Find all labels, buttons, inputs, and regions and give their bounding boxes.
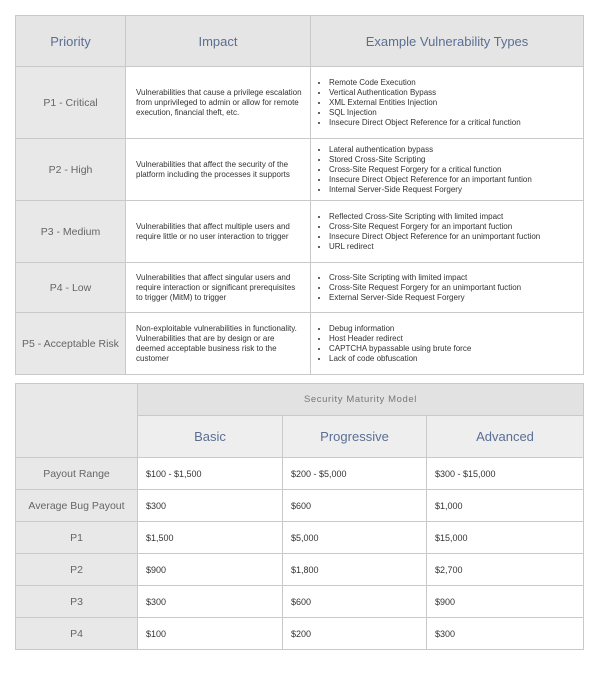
priority-row-p2 [16,139,584,201]
impact-text: Non-exploitable vulnerabilities in functionality. Vulnerabilities that are by design or are deemed acceptable business risk to the customer [126,313,311,375]
vulnerability-types [311,313,584,375]
vulnerability-type: • Internal Server-Side Request Forgery [329,185,579,195]
priority-label: P4 - Low [16,263,126,313]
priority-row-p4 [16,263,584,313]
table-row [16,490,584,522]
vulnerability-type: • Vertical Authentication Bypass [329,88,579,98]
vulnerability-type: • Cross-Site Request Forgery for an unimportant fuction [329,283,579,293]
cell-value: $100 - $1,500 [138,458,283,490]
maturity-model-title: Security Maturity Model [138,384,584,416]
row-label: Payout Range [16,458,138,490]
cell-value: $200 - $5,000 [283,458,427,490]
row-label: P3 [16,586,138,618]
priority-label: P5 - Acceptable Risk [16,313,126,375]
table-row [16,522,584,554]
vulnerability-type: • Cross-Site Scripting with limited impact [329,273,579,283]
vulnerability-type: • XML External Entities Injection [329,98,579,108]
vulnerability-type: • Remote Code Execution [329,78,579,88]
vulnerability-type: • External Server-Side Request Forgery [329,293,579,303]
vulnerability-type: • Cross-Site Request Forgery for a critical function [329,165,579,175]
level-progressive: Progressive [283,416,427,458]
cell-value: $200 [283,618,427,650]
cell-value: $15,000 [427,522,584,554]
vulnerability-type: • URL redirect [329,242,579,252]
cell-value: $900 [427,586,584,618]
impact-text: Vulnerabilities that affect singular users and require interaction or significant prerequisites to trigger (MitM) to trigger [126,263,311,313]
vulnerability-type: • Insecure Direct Object Reference for a critical function [329,118,579,128]
priority-table [15,15,584,375]
header-priority: Priority [16,16,126,67]
table-row [16,618,584,650]
vulnerability-type: • CAPTCHA bypassable using brute force [329,344,579,354]
maturity-table [15,383,584,650]
row-label: P4 [16,618,138,650]
cell-value: $300 [138,586,283,618]
priority-row-p5 [16,313,584,375]
vulnerability-type: • Insecure Direct Object Reference for an important funtion [329,175,579,185]
vulnerability-type: • Host Header redirect [329,334,579,344]
cell-value: $1,000 [427,490,584,522]
impact-text: Vulnerabilities that affect the security of the platform including the processes it supports [126,139,311,201]
cell-value: $300 [427,618,584,650]
priority-label: P2 - High [16,139,126,201]
vulnerability-types [311,139,584,201]
row-label: P2 [16,554,138,586]
vulnerability-type: • Cross-Site Request Forgery for an important fuction [329,222,579,232]
cell-value: $600 [283,490,427,522]
cell-value: $300 [138,490,283,522]
impact-text: Vulnerabilities that affect multiple users and require little or no user interaction to trigger [126,201,311,263]
priority-label: P1 - Critical [16,67,126,139]
vulnerability-type: • Debug information [329,324,579,334]
cell-value: $600 [283,586,427,618]
level-basic: Basic [138,416,283,458]
cell-value: $1,800 [283,554,427,586]
cell-value: $1,500 [138,522,283,554]
vulnerability-type: • Insecure Direct Object Reference for an unimportant fuction [329,232,579,242]
header-impact: Impact [126,16,311,67]
row-label: Average Bug Payout [16,490,138,522]
priority-row-p1 [16,67,584,139]
priority-label: P3 - Medium [16,201,126,263]
cell-value: $100 [138,618,283,650]
priority-table-header [16,16,584,67]
vulnerability-types [311,67,584,139]
vulnerability-type: • SQL Injection [329,108,579,118]
table-row [16,586,584,618]
cell-value: $2,700 [427,554,584,586]
vulnerability-type: • Stored Cross-Site Scripting [329,155,579,165]
table-row [16,458,584,490]
level-advanced: Advanced [427,416,584,458]
cell-value: $300 - $15,000 [427,458,584,490]
header-vulnerability-types: Example Vulnerability Types [311,16,584,67]
impact-text: Vulnerabilities that cause a privilege escalation from unprivileged to admin or allow for remote execution, financial theft, etc. [126,67,311,139]
table-row [16,554,584,586]
vulnerability-type: • Lack of code obfuscation [329,354,579,364]
vulnerability-type: • Lateral authentication bypass [329,145,579,155]
vulnerability-types [311,263,584,313]
cell-value: $900 [138,554,283,586]
vulnerability-type: • Reflected Cross-Site Scripting with limited impact [329,212,579,222]
cell-value: $5,000 [283,522,427,554]
priority-row-p3 [16,201,584,263]
maturity-title-row [16,384,584,416]
table-corner [16,384,138,458]
vulnerability-types [311,201,584,263]
row-label: P1 [16,522,138,554]
